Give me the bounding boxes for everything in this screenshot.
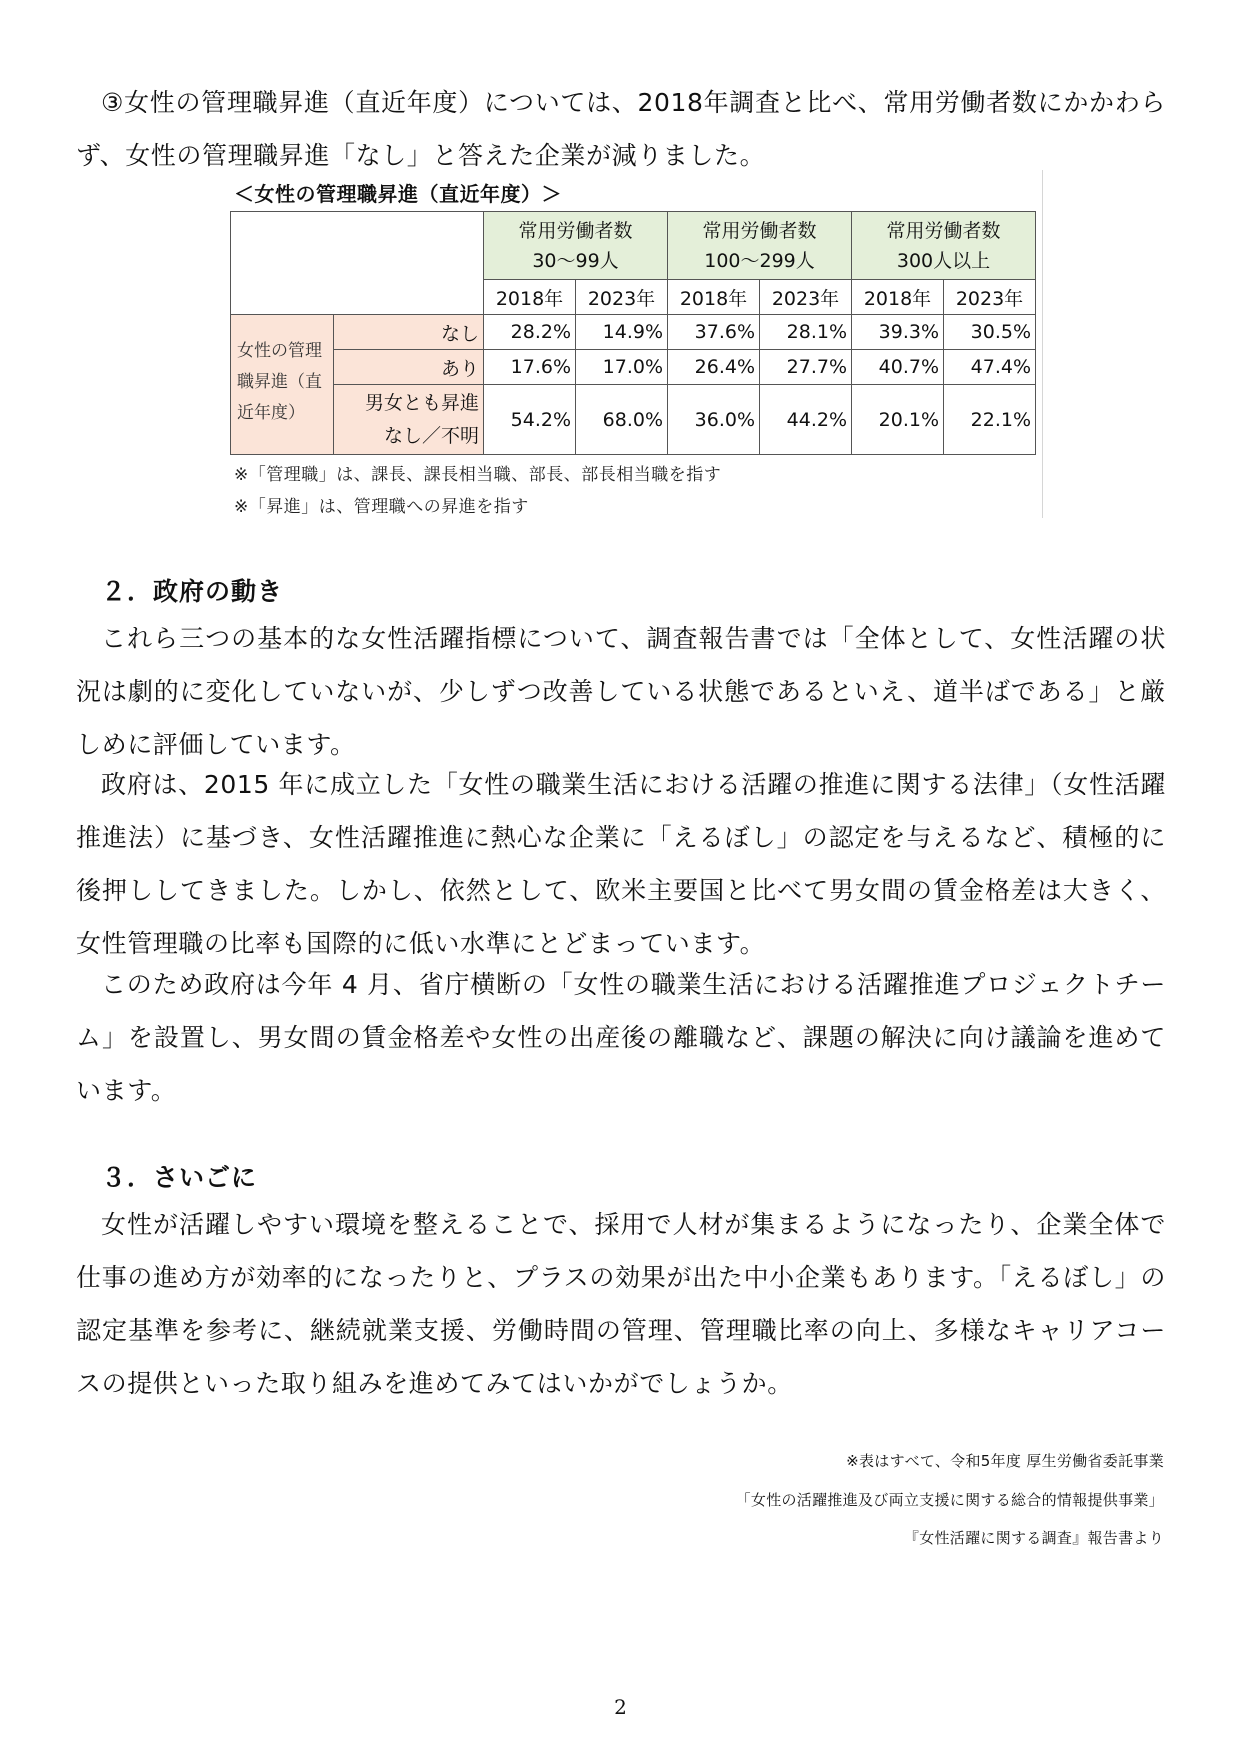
- row-group-header: 女性の管理職昇進（直近年度）: [231, 315, 334, 455]
- table-cell: 14.9%: [576, 315, 668, 350]
- table-cell: 39.3%: [852, 315, 944, 350]
- table-cell: 28.1%: [760, 315, 852, 350]
- section-heading: ２．政府の動き: [101, 577, 284, 606]
- year-header: 2023年: [944, 280, 1036, 315]
- table-cell: 30.5%: [944, 315, 1036, 350]
- promotion-table-block: [226, 170, 1043, 518]
- table-note: ※「管理職」は、課長、課長相当職、部長、部長相当職を指す: [234, 465, 722, 485]
- intro-paragraph: ③女性の管理職昇進（直近年度）については、2018年調査と比べ、常用労働者数にかかわらず、女性の管理職昇進「なし」と答えた企業が減りました。: [76, 88, 1166, 170]
- table-cell: 36.0%: [668, 385, 760, 455]
- year-header: 2018年: [484, 280, 576, 315]
- row-label-none: なし: [334, 315, 484, 350]
- table-cell: 17.6%: [484, 350, 576, 385]
- table-cell: 26.4%: [668, 350, 760, 385]
- group-header-30-99: 常用労働者数 30～99人: [484, 212, 668, 280]
- body-paragraph: このため政府は今年 4 月、省庁横断の「女性の職業生活における活躍推進プロジェクトチーム」を設置し、男女間の賃金格差や女性の出産後の離職など、課題の解決に向け議論を進めています。: [76, 970, 1166, 1105]
- body-paragraph: 政府は、2015 年に成立した「女性の職業生活における活躍の推進に関する法律」（女性活躍推進法）に基づき、女性活躍推進に熱心な企業に「えるぼし」の認定を与えるなど、積極的に後押ししてきました。しかし、依然として、欧米主要国と比べて男女間の賃金格差は大きく、女性管理職の比率も国際的に低い水準にとどまっています。: [76, 770, 1166, 958]
- source-note: 「女性の活躍推進及び両立支援に関する総合的情報提供事業」: [735, 1491, 1164, 1509]
- year-header: 2018年: [852, 280, 944, 315]
- group-header-300-plus: 常用労働者数 300人以上: [852, 212, 1036, 280]
- table-cell: 68.0%: [576, 385, 668, 455]
- table-cell: 28.2%: [484, 315, 576, 350]
- table-cell: 22.1%: [944, 385, 1036, 455]
- page-number: 2: [614, 1695, 627, 1719]
- table-cell: 54.2%: [484, 385, 576, 455]
- section-heading: ３．さいごに: [101, 1163, 258, 1192]
- row-label-yes: あり: [334, 350, 484, 385]
- table-header-row-groups: [231, 212, 1036, 280]
- body-paragraph: 女性が活躍しやすい環境を整えることで、採用で人材が集まるようになったり、企業全体で仕事の進め方が効率的になったりと、プラスの効果が出た中小企業もあります。「えるぼし」の認定基準を参考に、継続就業支援、労働時間の管理、管理職比率の向上、多様なキャリアコースの提供といった取り組みを進めてみてはいかがでしょうか。: [76, 1210, 1166, 1398]
- source-note: 『女性活躍に関する調査』報告書より: [903, 1529, 1164, 1547]
- table-title: ＜女性の管理職昇進（直近年度）＞: [234, 182, 562, 206]
- year-header: 2018年: [668, 280, 760, 315]
- table-row-none: [231, 315, 1036, 350]
- table-cell: 37.6%: [668, 315, 760, 350]
- table-note: ※「昇進」は、管理職への昇進を指す: [234, 497, 529, 517]
- row-label-both-none-unknown: 男女とも昇進 なし／不明: [334, 385, 484, 455]
- year-header: 2023年: [760, 280, 852, 315]
- table-cell: 47.4%: [944, 350, 1036, 385]
- promotion-table: [230, 211, 1036, 455]
- table-row-both-none-unknown: [231, 385, 1036, 455]
- table-cell: 17.0%: [576, 350, 668, 385]
- source-note: ※表はすべて、令和5年度 厚生労働省委託事業: [846, 1452, 1164, 1470]
- table-cell: 40.7%: [852, 350, 944, 385]
- year-header: 2023年: [576, 280, 668, 315]
- table-cell: 44.2%: [760, 385, 852, 455]
- body-paragraph: これら三つの基本的な女性活躍指標について、調査報告書では「全体として、女性活躍の状況は劇的に変化していないが、少しずつ改善している状態であるといえ、道半ばである」と厳しめに評価しています。: [76, 624, 1166, 759]
- table-cell: 27.7%: [760, 350, 852, 385]
- table-row-yes: [231, 350, 1036, 385]
- table-cell: 20.1%: [852, 385, 944, 455]
- group-header-100-299: 常用労働者数 100～299人: [668, 212, 852, 280]
- table-corner-cell: [231, 212, 484, 315]
